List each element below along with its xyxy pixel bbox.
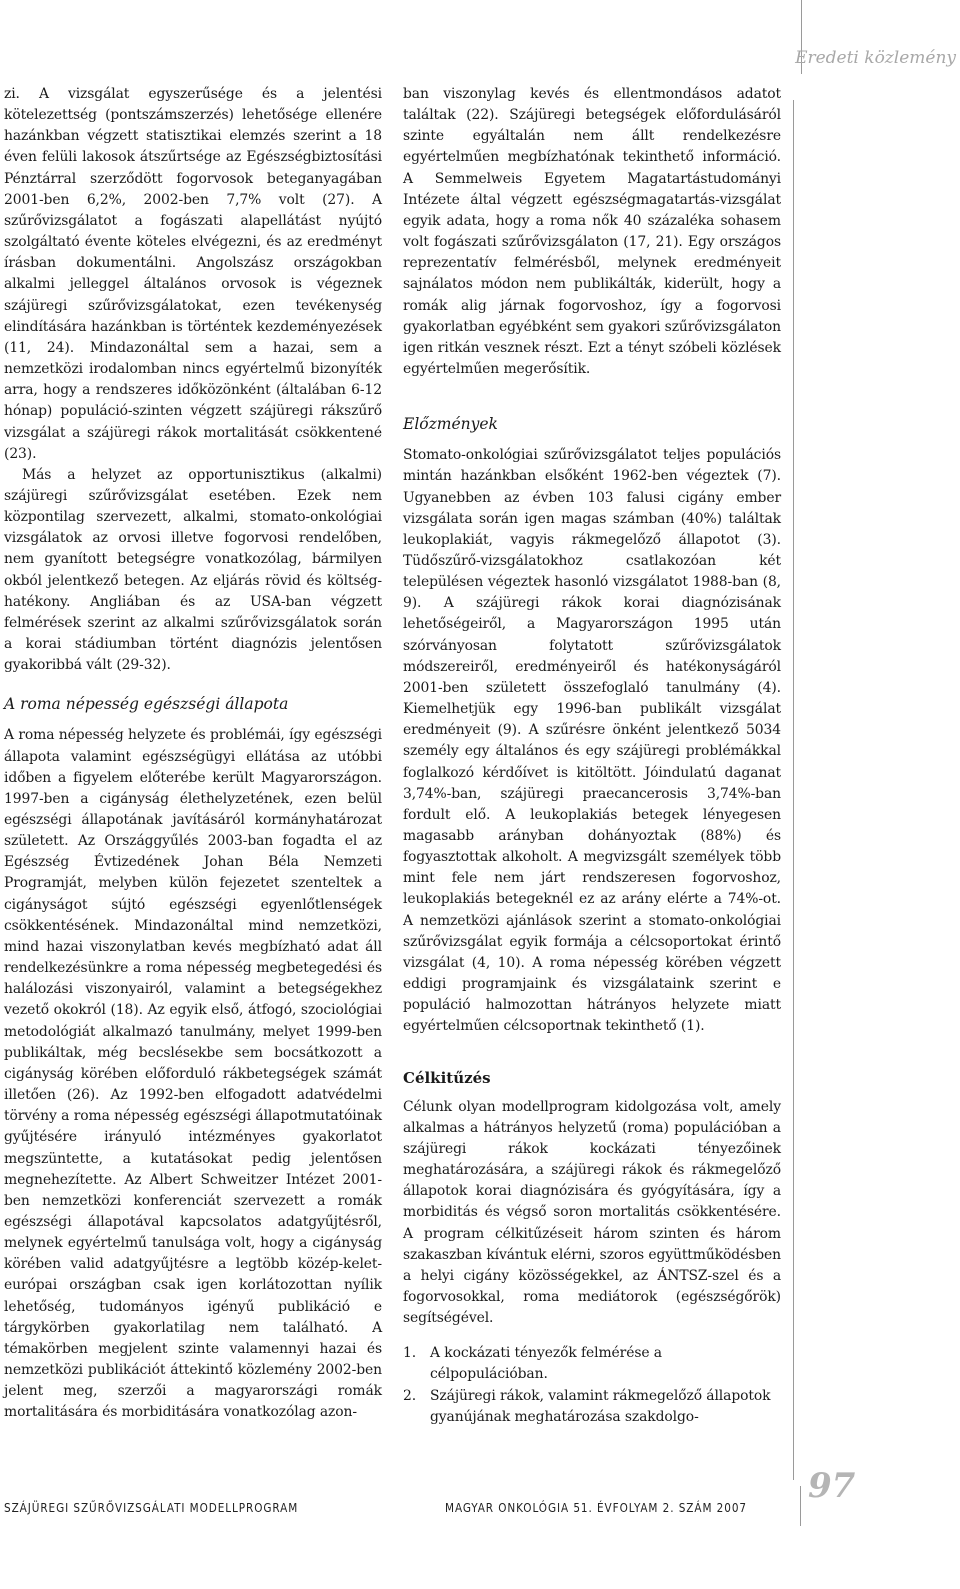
column-margin-rule [793,100,794,1480]
list-item [403,1343,781,1385]
footer-divider [800,1486,801,1526]
list-number: 1. [403,1345,417,1362]
body-paragraph: ban viszonylag kevés és ellentmondásos adatot találtak (22). Szájüregi betegségek előfordulásáról szinte egyáltalán nem állt rendelkezésre egyértelműen megbízhatónak tekinthető információ. A Semmelweis Egyetem Magatartástudományi Intézete által végzett egészségmagatartás-vizsgálat egyik adata, hogy a roma nők 40 százaléka sohasem volt fogászati szűrővizsgálaton (17, 21). Egy országos reprezentatív felmérésből, melynek eredményeit sajnálatos módon nem publikálták, kiderült, hogy a romák alig járnak fogorvoshoz, így a fogorvosi gyakorlatban egyébként sem gyakori szűrővizsgálaton igen ritkán vesznek részt. Ezt a tényt szóbeli közlések egyértelműen megerősítik. [403,86,781,378]
body-paragraph: zi. A vizsgálat egyszerűsége és a jelentési kötelezettség (pontszámszerzés) lehetősége ellenére hazánkban végzett statisztikai elemzés szerint a 18 éven felüli lakosok átszűrtsége az Egészségbiztosítási Pénztárral szerződött fogorvosok beteganyagában 2001-ben 6,2%, 2002-ben 7,7% volt (27). A szűrővizsgálatot a fogászati alapellátást nyújtó szolgáltató évente köteles elvégezni, és az eredményt írásban dokumentálni. Angolszász országokban alkalmi jelleggel általános orvosok is végeznek szájüregi szűrővizsgálatokat, ezen tevékenység elindítására hazánkban is történtek kezdeményezések (11, 24). Mindazonáltal sem a hazai, sem a nemzetközi irodalomban nincs egyértelmű bizonyíték arra, hogy a rendszeres időközönként (általában 6-12 hónap) populáció-szinten végzett szájüregi rákszűrő vizsgálat a szájüregi rákok mortalitását csökkentené (23). [4,86,382,462]
list-text: Szájüregi rákok, valamint rákmegelőző állapotok gyanújának meghatározása szakdolgo- [430,1387,771,1425]
right-column [403,84,781,1428]
list-number: 2. [403,1387,417,1404]
list-text: A kockázati tényezők felmérése a célpopulációban. [430,1345,662,1383]
left-column [4,84,382,1424]
section-label: Eredeti közlemény [795,48,956,68]
list-item [403,1386,781,1428]
section-heading: Célkitűzés [403,1068,491,1087]
section-heading: Előzmények [403,415,498,434]
objectives-list [403,1343,781,1428]
body-paragraph: A roma népesség helyzete és problémái, így egészségi állapota valamint egészségügyi ellátása az utóbbi időben a figyelem előterébe került Magyarországon. 1997-ben a cigányság élethelyzetének, ezen belül egészségi állapotának javításáról kormányhatározat született. Az Országgyűlés 2003-ban fogadta el az Egészség Évtizedének Johan Béla Nemzeti Programját, melyben külön fejezetet szenteltek a cigányságot sújtó egészségi egyenlőtlenségek csökkentésének. Mindazonáltal mind nemzetközi, mind hazai viszonylatban kevés megbízható adat áll rendelkezésünkre a roma népesség megbetegedési és halálozási viszonyairól, valamint a betegségekhez vezető okokról (18). Az egyik első, átfogó, szociológiai metodológiát alkalmazó tanulmány, melyet 1999-ben publikáltak, még becslésekbe sem bocsátkozott a cigányság körében előforduló rákbetegségek számát illetően (26). Az 1992-ben elfogadott adatvédelmi törvény a roma népesség egészségi állapotmutatóinak gyűjtésére irányuló intézményes gyakorlatot megszüntette, a kutatásokat pedig jelentősen megnehezítette. Az Albert Schweitzer Intézet 2001-ben nemzetközi konferenciát szervezett a romák egészségi állapotával kapcsolatos adatgyűjtésről, melynek egyértelmű tanulsága volt, hogy a cigányság körében valid adatgyűjtésre a legtöbb közép-kelet-európai országban csak igen korlátozottan nyílik lehetőség, tudományos igényű publikáció e tárgykörben gyakorlatilag nem található. A témakörben megjelent szinte valamennyi hazai és nemzetközi publikációt áttekintő közlemény 2002-ben jelent meg, szerzői a magyarországi romák mortalitására és morbiditására vonatkozólag azon- [4,727,382,1421]
body-paragraph: Stomato-onkológiai szűrővizsgálatot teljes populációs mintán hazánkban elsőként 1962-ben végeztek (7). Ugyanebben az évben 103 falusi cigány ember vizsgálata során igen magas számban (40%) találtak leukoplakiát, vagyis rákmegelőző állapotot (3). Tüdőszűrő-vizsgálatokhoz csatlakozóan két településen végeztek hasonló vizsgálatot 1988-ban (8, 9). A szájüregi rákok korai diagnózisának lehetőségeiről, a Magyarországon 1995 után szórványosan folytatott szűrővizsgálatok módszereiről, eredményeiről és hatékonyságáról 2001-ben született összefoglaló tanulmány (4). Kiemelhetjük egy 1996-ban publikált vizsgálat eredményeit (9). A szűrésre önként jelentkező 5034 személy egy általános és egy szájüregi problémákkal foglalkozó kérdőívet is kitöltött. Jóindulatú daganat 3,74%-ban, szájüregi praecancerosis 3,74%-ban fordult elő. A leukoplakiás betegek lényegesen magasabb arányban dohányoztak (88%) és fogyasztottak alkoholt. A megvizsgált személyek több mint fele nem járt rendszeresen fogorvoshoz, leukoplakiás betegeknél ez az arány elérte a 74%-ot. A nemzetközi ajánlások szerint a stomato-onkológiai szűrővizsgálat egyik formája a célcsoportokat érintő vizsgálat (4, 10). A roma népesség körében végzett eddigi programjaink és vizsgálataink szerint e populáció halmozottan hátrányos helyzete miatt egyértelműen célcsoportnak tekinthető (1). [403,447,781,1035]
section-heading: A roma népesség egészségi állapota [4,695,289,714]
running-footer-journal: MAGYAR ONKOLÓGIA 51. ÉVFOLYAM 2. SZÁM 2007 [445,1500,748,1515]
body-paragraph: Célunk olyan modellprogram kidolgozása volt, amely alkalmas a hátrányos helyzetű (roma) populációban a szájüregi rákok kockázati tényezőinek meghatározására, a szájüregi rákok és rákmegelőző állapotok korai diagnózisára és gyógyítására, így a morbiditás és végső soron mortalitás csökkentésére. A program célkitűzéseit három szinten és három szakaszban kívántuk elérni, szoros együttműködésben a helyi cigány közösségekkel, az ÁNTSZ-szel és a fogorvosokkal, roma mediátorok (egészségőrök) segítségével. [403,1098,781,1327]
page-number: 97 [808,1466,856,1506]
running-footer-title: SZÁJÜREGI SZŰRŐVIZSGÁLATI MODELLPROGRAM [4,1500,299,1515]
body-paragraph: Más a helyzet az opportunisztikus (alkalmi) szájüregi szűrővizsgálat esetében. Ezek nem központilag szervezett, alkalmi, stomato-onkológiai vizsgálatok az orvosi illetve fogorvosi rendelőben, nem gyanított betegségre vonatkozólag, bármilyen okból jelentkező betegen. Az eljárás rövid és költség-hatékony. Angliában és az USA-ban végzett felmérések szerint az alkalmi szűrővizsgálatok során a korai stádiumban történt diagnózis jelentősen gyakoribbá vált (29-32). [4,466,382,674]
